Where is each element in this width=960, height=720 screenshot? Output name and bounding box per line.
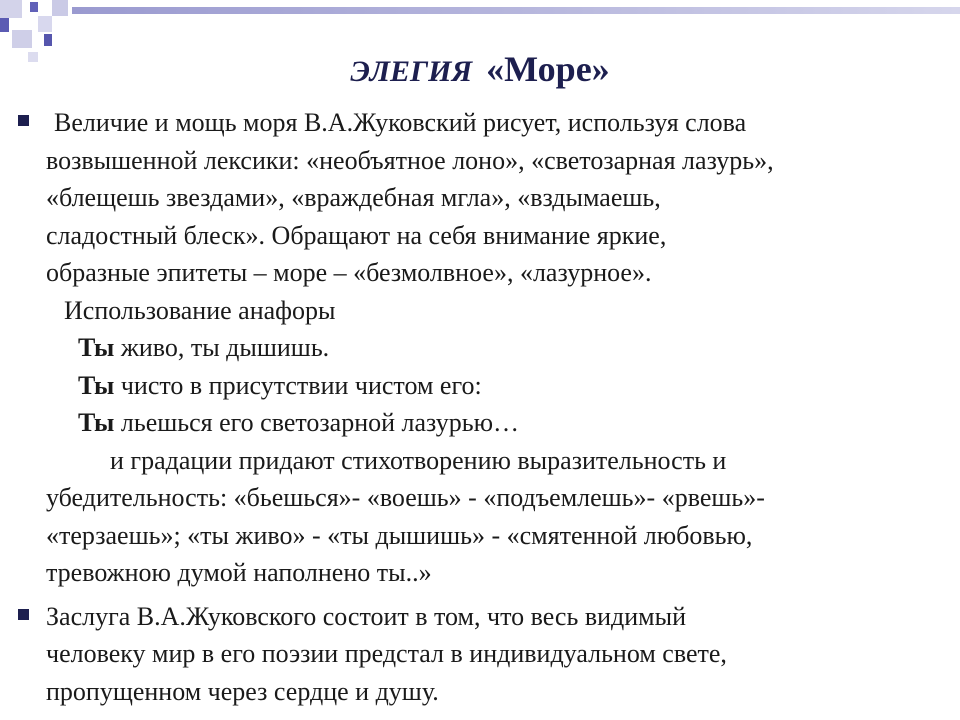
text-line: тревожною думой наполнено ты..» (46, 558, 432, 587)
decor-square (0, 0, 22, 18)
verse-text: льешься его светозарной лазурью… (114, 408, 520, 437)
square-bullet-icon (18, 609, 29, 620)
text-line: человеку мир в его поэзии предстал в индивидуальном свете, (46, 639, 727, 668)
verse-anaphora-word: Ты (78, 333, 115, 362)
decor-square (38, 16, 52, 32)
text-line: «блещешь звездами», «враждебная мгла», «вздымаешь, (46, 183, 661, 212)
verse-line (46, 404, 948, 442)
verse-line (46, 367, 948, 405)
text-line: «терзаешь»; «ты живо» - «ты дышишь» - «смятенной любовью, (46, 520, 753, 550)
anaphora-intro: Использование анафоры (64, 295, 336, 325)
bullet-item-2 (18, 598, 948, 711)
verse-anaphora-word: Ты (78, 370, 115, 400)
square-bullet-icon (18, 115, 29, 126)
text-line: Заслуга В.А.Жуковского состоит в том, что весь видимый (46, 601, 686, 631)
decor-square (12, 30, 32, 48)
text-line: образные эпитеты – море – «безмолвное», «лазурное». (46, 258, 652, 287)
verse-text: чисто в присутствии чистом его: (114, 370, 482, 400)
slide-title (0, 48, 960, 90)
decor-square (44, 34, 52, 46)
decor-square (52, 0, 68, 16)
text-line: пропущенном через сердце и душу. (46, 676, 439, 706)
text-line: убедительность: «бьешься»- «воешь» - «подъемлешь»- «рвешь»- (46, 483, 765, 512)
text-line: и градации придают стихотворению выразительность и (110, 445, 727, 475)
bullet-item-1 (18, 104, 948, 592)
top-decor-bar (72, 7, 960, 14)
slide-body (18, 104, 948, 710)
text-line: возвышенной лексики: «необъятное лоно», «светозарная лазурь», (46, 145, 774, 175)
title-genre: ЭЛЕГИЯ (350, 55, 473, 88)
verse-anaphora-word: Ты (78, 408, 115, 437)
decor-square (30, 2, 38, 12)
verse-line (46, 329, 948, 367)
text-line: Величие и мощь моря В.А.Жуковский рисует, используя слова (54, 108, 747, 137)
title-name: «Море» (486, 49, 610, 89)
verse-text: живо, ты дышишь. (114, 333, 330, 362)
text-line: сладостный блеск». Обращают на себя внимание яркие, (46, 220, 667, 250)
decor-square (0, 18, 9, 32)
